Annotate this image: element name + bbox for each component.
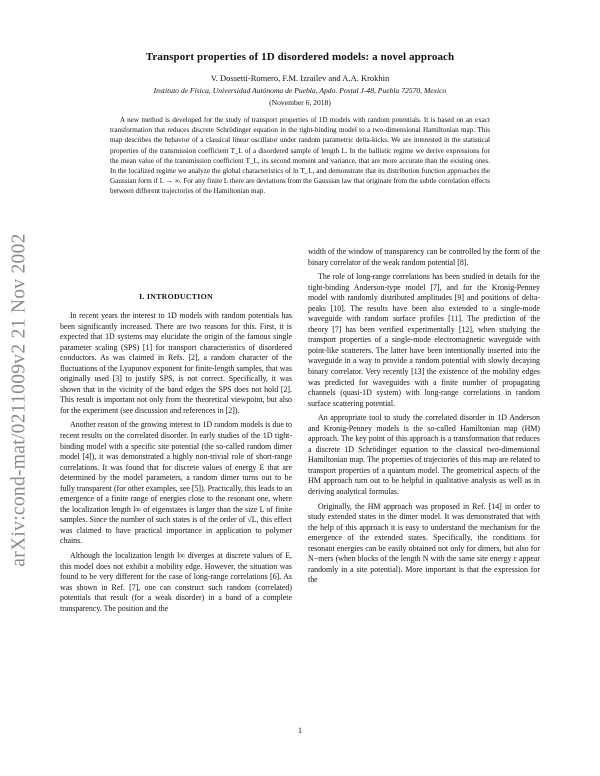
paper-title: Transport properties of 1D disordered models: a novel approach	[145, 51, 455, 63]
paper-date: (November 6, 2018)	[269, 98, 331, 107]
body-paragraph: Originally, the HM approach was proposed in Ref. [14] in order to study extended states in the dimer model. It was demonstrated that with the help of this approach it is easy to understand the mechanism for the emergence of the extended states. Specifically, the conditions for resonant energies can be easily obtained not only for dimers, but also for N−mers (when blocks of the length N with the same site energy ε appear randomly in a site potential). More important is that the expression for the	[308, 501, 540, 585]
arxiv-identifier-stamp	[4, 210, 36, 590]
body-paragraph: Although the localization length l∞ diverges at discrete values of E, this model does not exhibit a mobility edge. However, the situation was found to be very different for the case of long-range correlations [6]. As was shown in Ref. [7], one can construct such random (correlated) potentials that result (for a weak disorder) in a band of a complete transparency. The position and the	[60, 551, 292, 613]
paper-authors: V. Dossetti-Romero, F.M. Izrailev and A.A. Krokhin	[210, 73, 390, 83]
abstract-text: A new method is developed for the study of transport properties of 1D models with random potentials. It is based on an exact transformation that reduces discrete Schrödinger equation in the tight-binding model to a two-dimensional Hamiltonian map. This map describes the behavior of a classical linear oscillator under random parametric delta-kicks. We are interested in the statistical properties of the transmission coefficient T_L of a disordered sample of length L. In the ballistic regime we derive expressions for the mean value of the transmission coefficient T_L, its second moment and variance, that are more accurate than the existing ones. In the localized regime we analyze the global characteristics of ln T_L, and demonstrate that its distribution function approaches the Gaussian form if L → ∞. For any finite L there are deviations from the Gaussian law that originate from the subtle correlation effects between different trajectories of the Hamiltonian map.	[110, 116, 490, 196]
body-paragraph: width of the window of transparency can be controlled by the form of the binary correlator of the weak random potential [8].	[308, 247, 540, 267]
right-column	[308, 247, 540, 590]
body-paragraph: Another reason of the growing interest to 1D random models is due to recent results on the correlated disorder. In early studies of the 1D tight-binding model with a specific site potential (the so-called random dimer model [4]), it was demonstrated a highly non-trivial role of short-range correlations. It was found that for discrete values of energy E that are determined by the model parameters, a random dimer turns out to be fully transparent (for other examples, see [5]). Practically, this leads to an emergence of a finite range of energies close to the resonant one, where the localization length l∞ of eigenstates is larger than the size L of finite samples. Since the number of such states is of the order of √L, this effect was claimed to have practical importance in application to polymer chains.	[60, 420, 292, 546]
arxiv-id-text: arXiv:cond-mat/0211009v2 21 Nov 2002	[9, 233, 31, 567]
body-paragraph: An appropriate tool to study the correlated disorder in 1D Anderson and Kronig-Penney models is the so-called Hamiltonian map (HM) approach. The key point of this approach is a transformation that reduces a discrete 1D Schrödinger equation to the classical two-dimensional Hamiltonian map. The properties of trajectories of this map are related to transport properties of a quantum model. The geometrical aspects of the HM approach turn out to be helpful in qualitative analysis as well as in deriving analytical formulas.	[308, 413, 540, 497]
section-heading-introduction: I. INTRODUCTION	[139, 292, 213, 301]
body-paragraph: The role of long-range correlations has been studied in details for the tight-binding Anderson-type model [7], and for the Kronig-Penney model with randomly distributed amplitudes [9] and positions of delta-peaks [10]. The results have been also extended to a single-mode waveguide with random surface profiles [11]. The prediction of the theory [7] has been verified experimentally [12], when studying the transport properties of a single-mode electromagnetic waveguide with point-like scatterers. The latter have been intentionally inserted into the waveguide in a way to provide a random potential with slowly decaying binary correlator. Very recently [13] the existence of the mobility edges was predicted for waveguides with a finite number of propagating channels (quasi-1D system) with long-range correlations in random surface scattering potential.	[308, 272, 540, 408]
left-column	[60, 311, 292, 618]
body-paragraph: In recent years the interest to 1D models with random potentials has been significantly increased. There are two reasons for this. First, it is expected that 1D systems may elucidate the origin of the famous single parameter scaling (SPS) [1] for transport characteristics of disordered conductors. As was claimed in Refs. [2], a random character of the fluctuations of the Lyapunov exponent for finite-length samples, that was originally used [3] to justify SPS, is not correct. Specifically, it was shown that in the vicinity of the band edges the SPS does not hold [2]. This result is important not only from the theoretical viewpoint, but also for the experiment (see discussion and references in [2]).	[60, 311, 292, 415]
author-affiliation: Instituto de Física, Universidad Autónoma de Puebla, Apdo. Postal J-48, Puebla 72570, Mexico	[153, 86, 447, 95]
page-number: 1	[298, 726, 302, 735]
